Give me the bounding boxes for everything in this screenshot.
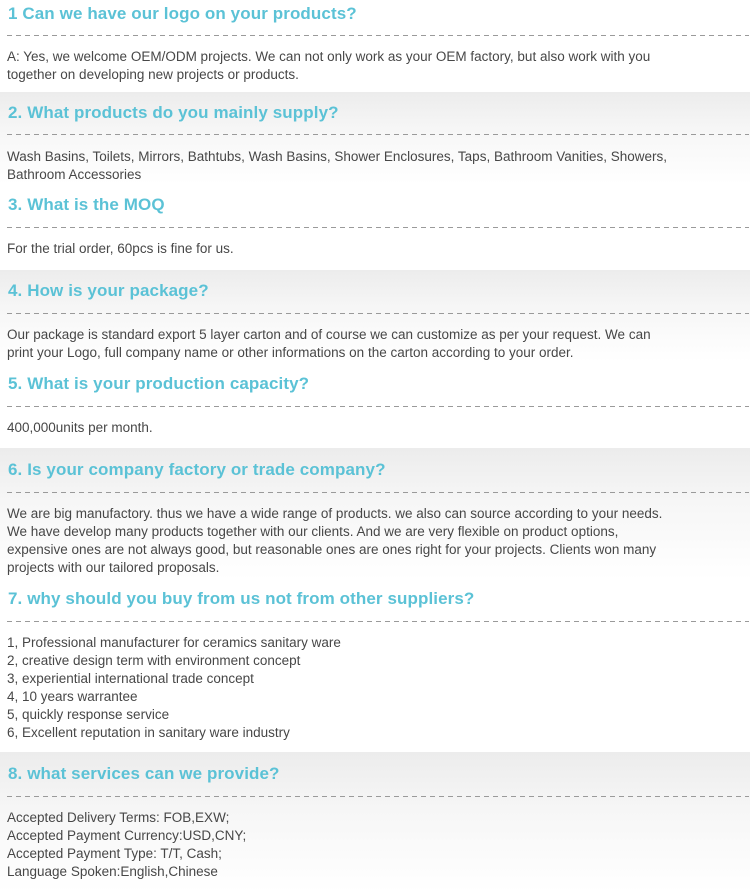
faq-question: 5. What is your production capacity? bbox=[8, 374, 310, 393]
faq-answer bbox=[7, 634, 749, 742]
faq-answer bbox=[7, 419, 749, 437]
faq-answer bbox=[7, 148, 749, 184]
answer-line: together on developing new projects or products. bbox=[7, 67, 299, 82]
answer-line: projects with our tailored proposals. bbox=[7, 560, 220, 575]
faq-question: 7. why should you buy from us not from other suppliers? bbox=[8, 589, 475, 608]
dashed-divider bbox=[7, 621, 749, 622]
faq-question: 4. How is your package? bbox=[8, 281, 209, 300]
answer-line: 5, quickly response service bbox=[7, 707, 170, 722]
faq-question: 2. What products do you mainly supply? bbox=[8, 103, 339, 122]
answer-line: Accepted Payment Type: T/T, Cash; bbox=[7, 846, 222, 861]
faq-question: 3. What is the MOQ bbox=[8, 195, 165, 214]
dashed-divider bbox=[7, 35, 749, 36]
answer-line: print your Logo, full company name or other informations on the carton according to your order. bbox=[7, 345, 574, 360]
answer-line: 2, creative design term with environment concept bbox=[7, 653, 301, 668]
faq-question: 6. Is your company factory or trade company? bbox=[8, 460, 386, 479]
answer-line: Wash Basins, Toilets, Mirrors, Bathtubs, Wash Basins, Shower Enclosures, Taps, Bathroom Vanities, Showers, bbox=[7, 149, 668, 164]
answer-line: Accepted Payment Currency:USD,CNY; bbox=[7, 828, 247, 843]
answer-line: We are big manufactory. thus we have a wide range of products. we also can source according to your needs. bbox=[7, 506, 663, 521]
answer-line: Language Spoken:English,Chinese bbox=[7, 864, 218, 879]
answer-line: 3, experiential international trade concept bbox=[7, 671, 254, 686]
dashed-divider bbox=[7, 406, 749, 407]
answer-line: expensive ones are not always good, but reasonable ones are ones right for your projects. Clients won many bbox=[7, 542, 657, 557]
answer-line: Bathroom Accessories bbox=[7, 167, 142, 182]
faq-question: 1 Can we have our logo on your products? bbox=[8, 4, 357, 23]
faq-answer bbox=[7, 505, 749, 577]
dashed-divider bbox=[7, 134, 749, 135]
answer-line: 4, 10 years warrantee bbox=[7, 689, 138, 704]
answer-line: 400,000units per month. bbox=[7, 420, 153, 435]
dashed-divider bbox=[7, 492, 749, 493]
faq-answer bbox=[7, 809, 749, 881]
answer-line: We have develop many products together with our clients. And we are very flexible on product options, bbox=[7, 524, 619, 539]
faq-answer bbox=[7, 326, 749, 362]
dashed-divider bbox=[7, 227, 749, 228]
dashed-divider bbox=[7, 796, 749, 797]
faq-answer bbox=[7, 48, 749, 84]
answer-line: Accepted Delivery Terms: FOB,EXW; bbox=[7, 810, 230, 825]
answer-line: For the trial order, 60pcs is fine for us. bbox=[7, 241, 234, 256]
answer-line: 6, Excellent reputation in sanitary ware industry bbox=[7, 725, 290, 740]
answer-line: 1, Professional manufacturer for ceramics sanitary ware bbox=[7, 635, 341, 650]
faq-answer bbox=[7, 240, 749, 258]
faq-question: 8. what services can we provide? bbox=[8, 764, 280, 783]
answer-line: A: Yes, we welcome OEM/ODM projects. We can not only work as your OEM factory, but also work with you bbox=[7, 49, 651, 64]
dashed-divider bbox=[7, 313, 749, 314]
answer-line: Our package is standard export 5 layer carton and of course we can customize as per your request. We can bbox=[7, 327, 651, 342]
